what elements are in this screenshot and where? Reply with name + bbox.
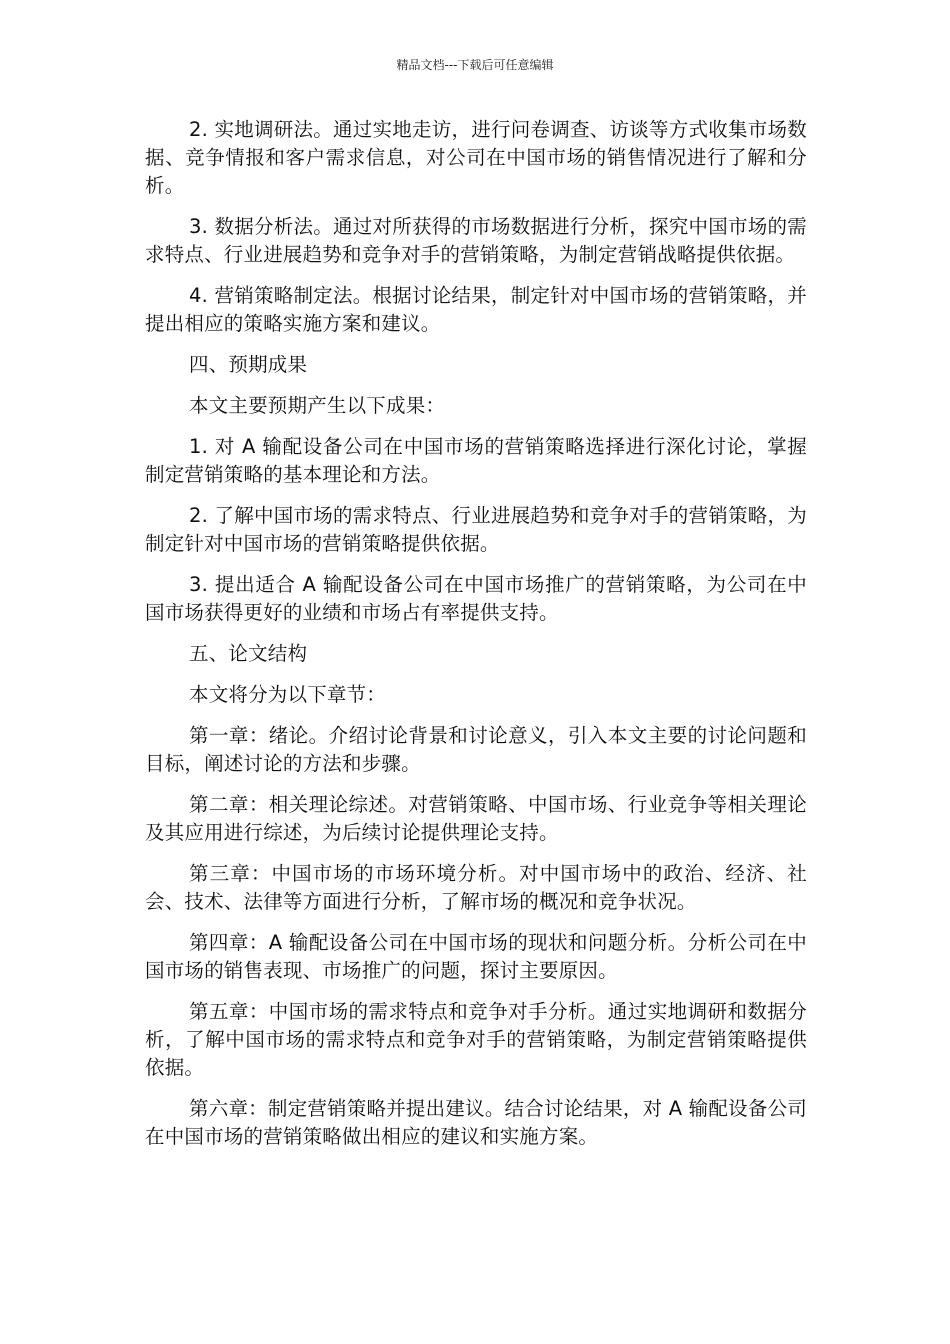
section-heading-expected-results: 四、预期成果 <box>189 353 308 376</box>
paragraph-method-field-research: 2. 实地调研法。通过实地走访，进行问卷调查、访谈等方式收集市场数据、竞争情报和客户需求信息，对公司在中国市场的销售情况进行了解和分析。 <box>145 118 807 197</box>
paragraph-result-1: 1. 对 A 输配设备公司在中国市场的营销策略选择进行深化讨论，掌握制定营销策略的基本理论和方法。 <box>145 435 807 486</box>
document-body <box>145 116 807 1164</box>
paragraph-method-strategy: 4. 营销策略制定法。根据讨论结果，制定针对中国市场的营销策略，并提出相应的策略实施方案和建议。 <box>145 284 807 335</box>
paragraph-chapter-5: 第五章：中国市场的需求特点和竞争对手分析。通过实地调研和数据分析，了解中国市场的需求特点和竞争对手的营销策略，为制定营销策略提供依据。 <box>145 1000 807 1079</box>
paragraph-result-2: 2. 了解中国市场的需求特点、行业进展趋势和竞争对手的营销策略，为制定针对中国市场的营销策略提供依据。 <box>145 504 807 555</box>
paragraph-results-intro: 本文主要预期产生以下成果： <box>189 394 446 417</box>
section-heading-structure: 五、论文结构 <box>189 642 308 665</box>
paragraph-chapter-6: 第六章：制定营销策略并提出建议。结合讨论结果，对 A 输配设备公司在中国市场的营销策略做出相应的建议和实施方案。 <box>145 1097 807 1148</box>
paragraph-chapter-2: 第二章：相关理论综述。对营销策略、中国市场、行业竞争等相关理论及其应用进行综述，为后续讨论提供理论支持。 <box>145 793 807 844</box>
paragraph-structure-intro: 本文将分为以下章节： <box>189 683 387 706</box>
paragraph-chapter-4: 第四章：A 输配设备公司在中国市场的现状和问题分析。分析公司在中国市场的销售表现、市场推广的问题，探讨主要原因。 <box>145 931 807 982</box>
paragraph-chapter-3: 第三章：中国市场的市场环境分析。对中国市场中的政治、经济、社会、技术、法律等方面进行分析，了解市场的概况和竞争状况。 <box>145 862 807 913</box>
page-header: 精品文档---下载后可任意编辑 <box>396 58 554 72</box>
paragraph-chapter-1: 第一章：绪论。介绍讨论背景和讨论意义，引入本文主要的讨论问题和目标，阐述讨论的方法和步骤。 <box>145 724 807 775</box>
paragraph-method-data-analysis: 3. 数据分析法。通过对所获得的市场数据进行分析，探究中国市场的需求特点、行业进展趋势和竞争对手的营销策略，为制定营销战略提供依据。 <box>145 215 807 266</box>
paragraph-result-3: 3. 提出适合 A 输配设备公司在中国市场推广的营销策略，为公司在中国市场获得更好的业绩和市场占有率提供支持。 <box>145 573 807 624</box>
